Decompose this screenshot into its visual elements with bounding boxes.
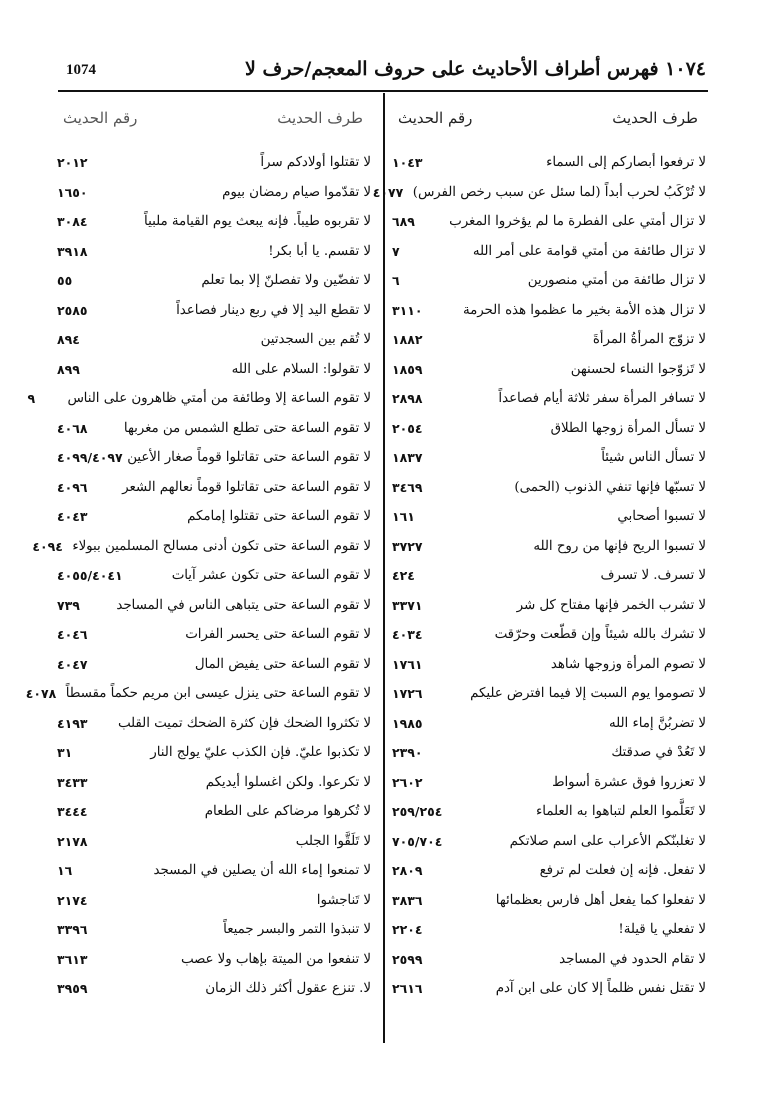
hadith-number: ١٩٨٥ — [392, 715, 423, 731]
hadith-entry — [388, 915, 706, 945]
hadith-number: ٤٠٧٧ — [372, 184, 404, 200]
hadith-entry — [53, 443, 371, 473]
hadith-text: لا تقوم الساعة حتى تكون عشر آيات — [171, 568, 371, 584]
hadith-text: لا تشرك بالله شيئاً وإن قطّعت وحرّقت — [494, 627, 706, 643]
left-column-header — [53, 100, 371, 136]
hadith-number: ٣١ — [57, 745, 73, 761]
hadith-entry — [388, 561, 706, 591]
hadith-entry — [27, 384, 371, 414]
hadith-number: ١٦١ — [392, 509, 415, 525]
hadith-number: ٣٣٧١ — [392, 597, 423, 613]
hadith-entry — [53, 237, 371, 267]
hadith-number: ٤٠٤٧ — [57, 656, 88, 672]
hadith-text: لا تقوم الساعة إلا وطائفة من أمتي ظاهرون على الناس — [67, 391, 371, 407]
hadith-text: لا تقسم. يا أبا بكر! — [268, 243, 371, 259]
hadith-number: ٤٠٩٦ — [57, 479, 88, 495]
hadith-number: ٢٦١٦ — [392, 981, 423, 997]
hadith-text: لا تقوم الساعة حتى يفيض المال — [194, 656, 371, 672]
hadith-number: ٣٦١٣ — [57, 951, 88, 967]
hadith-text: لا تفعلي يا قيلة! — [618, 922, 706, 938]
hadith-text: لا تُكرهوا مرضاكم على الطعام — [204, 804, 371, 820]
hadith-entry — [53, 856, 371, 886]
hadith-text: لا تزال طائفة من أمتي منصورين — [527, 273, 706, 289]
hadith-number: ٣٣٩٦ — [57, 922, 88, 938]
header-tarf: طرف الحديث — [277, 109, 363, 127]
hadith-text: لا تصوموا يوم السبت إلا فيما افترض عليكم — [470, 686, 706, 702]
hadith-number: ١٧٦١ — [392, 656, 423, 672]
hadith-text: لا تمنعوا إماء الله أن يصلين في المسجد — [153, 863, 371, 879]
hadith-number: ٣٤٣٣ — [57, 774, 88, 790]
hadith-text: لا تقوم الساعة حتى تقاتلوا قوماً نعالهم الشعر — [122, 479, 371, 495]
hadith-entry — [53, 974, 371, 1004]
hadith-number: ١٦٥٠ — [57, 184, 88, 200]
hadith-entry — [388, 650, 706, 680]
hadith-number: ٤١٩٣ — [57, 715, 88, 731]
hadith-entry — [388, 296, 706, 326]
hadith-entry — [53, 325, 371, 355]
hadith-text: لا تقتلوا أولادكم سراً — [260, 155, 371, 171]
hadith-number: ٢٦٠٢ — [392, 774, 423, 790]
hadith-entry — [388, 945, 706, 975]
hadith-text: لا تشرب الخمر فإنها مفتاح كل شر — [516, 597, 706, 613]
hadith-entry — [388, 237, 706, 267]
hadith-number: ٢٣٩٠ — [392, 745, 423, 761]
hadith-entry — [388, 856, 706, 886]
hadith-text: لا تقوم الساعة حتى تكون أدنى مسالح المسلمين ببولاء — [72, 538, 371, 554]
hadith-entry — [388, 148, 706, 178]
hadith-text: لا ترفعوا أبصاركم إلى السماء — [546, 155, 706, 171]
hadith-text: لا تَعَلَّموا العلم لتباهوا به العلماء — [536, 804, 706, 820]
hadith-text: لا تقوم الساعة حتى ينزل عيسى ابن مريم حكماً مقسطاً — [65, 686, 371, 702]
hadith-number: ٣٠٨٤ — [57, 214, 88, 230]
hadith-text: لا تَناجشوا — [316, 892, 371, 908]
right-column — [372, 100, 706, 1004]
hadith-number: ٤٠٤٣ — [57, 509, 88, 525]
hadith-number: ٣٤٦٩ — [392, 479, 423, 495]
column-divider — [383, 93, 385, 1043]
hadith-entry — [53, 827, 371, 857]
hadith-entry — [53, 768, 371, 798]
hadith-number: ٣٧٢٧ — [392, 538, 423, 554]
hadith-entry — [388, 443, 706, 473]
hadith-text: لا تَعُدْ في صدقتك — [611, 745, 706, 761]
hadith-text: لا تسأل المرأة زوجها الطلاق — [550, 420, 706, 436]
hadith-entry — [388, 768, 706, 798]
hadith-number: ٣١١٠ — [392, 302, 423, 318]
hadith-entry — [388, 207, 706, 237]
hadith-text: لا تفعلوا كما يفعل أهل فارس بعظمائها — [495, 892, 706, 908]
hadith-entry — [388, 414, 706, 444]
hadith-number: ٣٨٣٦ — [392, 892, 423, 908]
hadith-entry — [388, 679, 706, 709]
hadith-number: ٦ — [392, 273, 400, 289]
hadith-number: ٢٥٨٥ — [57, 302, 88, 318]
hadith-entry — [388, 502, 706, 532]
hadith-entry — [388, 355, 706, 385]
page-number: 1074 — [66, 62, 96, 78]
header-rule — [58, 90, 708, 92]
hadith-text: لا تكرعوا. ولكن اغسلوا أيديكم — [205, 774, 371, 790]
hadith-text: لا تصوم المرأة وزوجها شاهد — [550, 656, 706, 672]
hadith-text: لا تكثروا الضحك فإن كثرة الضحك تميت القلب — [117, 715, 371, 731]
hadith-number: ٢١٧٨ — [57, 833, 88, 849]
hadith-entry — [388, 266, 706, 296]
hadith-entry — [53, 355, 371, 385]
hadith-entry — [388, 738, 706, 768]
hadith-text: لا تغلبنّكم الأعراب على اسم صلاتكم — [509, 833, 706, 849]
hadith-number: ٢٥٩٩ — [392, 951, 423, 967]
hadith-entry — [53, 207, 371, 237]
hadith-entry — [53, 738, 371, 768]
hadith-number: ٢٨٩٨ — [392, 391, 423, 407]
hadith-entry — [53, 886, 371, 916]
hadith-entry — [53, 945, 371, 975]
hadith-number: ٤٠٣٤ — [392, 627, 423, 643]
hadith-entry — [53, 473, 371, 503]
hadith-entry — [32, 532, 371, 562]
hadith-number: ٧٣٩ — [57, 597, 80, 613]
hadith-number: ٧٠٥/٧٠٤ — [392, 833, 443, 849]
hadith-entry — [53, 591, 371, 621]
hadith-text: لا تقوم الساعة حتى تقاتلوا قوماً صغار الأعين — [127, 450, 371, 466]
hadith-entry — [388, 325, 706, 355]
hadith-number: ٩ — [27, 391, 36, 407]
hadith-text: لا تسافر المرأة سفر ثلاثة أيام فصاعداً — [498, 391, 706, 407]
hadith-number: ٤٠٧٨ — [25, 686, 57, 702]
hadith-entry — [53, 296, 371, 326]
hadith-text: لا تقوم الساعة حتى يتباهى الناس في المساجد — [116, 597, 371, 613]
hadith-text: لا. تنزع عقول أكثر ذلك الزمان — [205, 981, 371, 997]
right-entries — [372, 148, 706, 1004]
hadith-number: ٤٠٩٤ — [32, 538, 63, 554]
hadith-text: لا تنفعوا من الميتة بإهاب ولا عصب — [180, 951, 371, 967]
hadith-number: ١٠٤٣ — [392, 155, 423, 171]
hadith-entry — [388, 384, 706, 414]
hadith-text: لا تقوم الساعة حتى يحسر الفرات — [185, 627, 371, 643]
hadith-text: لا تقربوه طيباً. فإنه يبعث يوم القيامة ملبياً — [144, 214, 371, 230]
hadith-number: ٢٢٠٤ — [392, 922, 423, 938]
hadith-text: لا تُرْكَبُ لحرب أبداً (لما سئل عن سبب رخص الفرس) — [412, 184, 706, 200]
hadith-text: لا تقولوا: السلام على الله — [231, 361, 371, 377]
hadith-entry — [53, 620, 371, 650]
hadith-text: لا تسبوا أصحابي — [617, 509, 706, 525]
hadith-entry — [53, 414, 371, 444]
hadith-number: ٢٨٠٩ — [392, 863, 423, 879]
hadith-entry — [388, 473, 706, 503]
hadith-number: ٨٩٤ — [57, 332, 80, 348]
hadith-entry — [53, 502, 371, 532]
hadith-number: ٣٩٥٩ — [57, 981, 88, 997]
hadith-text: لا تزال أمتي على الفطرة ما لم يؤخروا المغرب — [449, 214, 706, 230]
hadith-number: ٤٠٤٦ — [57, 627, 88, 643]
hadith-entry — [53, 148, 371, 178]
hadith-entry — [25, 679, 371, 709]
hadith-entry — [53, 709, 371, 739]
running-title: ١٠٧٤ فهرس أطراف الأحاديث على حروف المعجم/حرف لا — [245, 58, 706, 80]
hadith-text: لا تزوّج المرأةُ المرأةَ — [592, 332, 706, 348]
hadith-number: ٤٢٤ — [392, 568, 415, 584]
hadith-text: لا تعزروا فوق عشرة أسواط — [552, 774, 706, 790]
hadith-text: لا تقوم الساعة حتى تقتلوا إمامكم — [187, 509, 371, 525]
hadith-number: ٥٥ — [57, 273, 73, 289]
hadith-number: ٧ — [392, 243, 400, 259]
hadith-entry — [388, 620, 706, 650]
hadith-number: ١٧٢٦ — [392, 686, 423, 702]
hadith-text: لا تنبذوا التمر والبسر جميعاً — [223, 922, 371, 938]
hadith-entry — [372, 178, 706, 208]
hadith-entry — [388, 974, 706, 1004]
left-entries — [25, 148, 371, 1004]
hadith-text: لا تزال طائفة من أمتي قوامة على أمر الله — [472, 243, 706, 259]
hadith-text: لا تزال هذه الأمة بخير ما عظموا هذه الحرمة — [462, 302, 706, 318]
hadith-number: ٦٨٩ — [392, 214, 415, 230]
hadith-text: لا تفضّين ولا تفصلنّ إلا بما تعلم — [201, 273, 371, 289]
hadith-number: ١٨٣٧ — [392, 450, 423, 466]
hadith-entry — [388, 532, 706, 562]
hadith-text: لا تفعل. فإنه إن فعلت لم ترفع — [539, 863, 706, 879]
hadith-number: ١٨٥٩ — [392, 361, 423, 377]
hadith-number: ١٨٨٢ — [392, 332, 423, 348]
header-raqm: رقم الحديث — [398, 109, 473, 127]
hadith-text: لا تَزوّجوا النساء لحسنهن — [570, 361, 706, 377]
hadith-entry — [53, 650, 371, 680]
hadith-entry — [53, 178, 371, 208]
hadith-number: ٢١٧٤ — [57, 892, 88, 908]
hadith-number: ٢٥٩/٢٥٤ — [392, 804, 443, 820]
header-tarf: طرف الحديث — [612, 109, 698, 127]
hadith-text: لا تضربُنَّ إماء الله — [608, 715, 706, 731]
hadith-text: لا تقام الحدود في المساجد — [559, 951, 706, 967]
hadith-text: لا تسبوا الريح فإنها من روح الله — [533, 538, 706, 554]
hadith-text: لا تُقم بين السجدتين — [260, 332, 371, 348]
hadith-text: لا تقطع اليد إلا في ربع دينار فصاعداً — [176, 302, 371, 318]
hadith-text: لا تقوم الساعة حتى تطلع الشمس من مغربها — [123, 420, 371, 436]
hadith-text: لا تقدّموا صيام رمضان بيوم — [222, 184, 371, 200]
hadith-entry — [388, 886, 706, 916]
hadith-entry — [388, 827, 706, 857]
hadith-number: ٤٠٥٥/٤٠٤١ — [57, 568, 123, 584]
hadith-number: ٣٩١٨ — [57, 243, 88, 259]
left-column — [25, 100, 371, 1004]
hadith-entry — [53, 266, 371, 296]
hadith-number: ٤٠٦٨ — [57, 420, 88, 436]
hadith-entry — [53, 915, 371, 945]
hadith-number: ١٦ — [57, 863, 73, 879]
hadith-text: لا تقتل نفس ظلماً إلا كان على ابن آدم — [495, 981, 706, 997]
hadith-text: لا تسرف. لا تسرف — [600, 568, 706, 584]
hadith-entry — [388, 591, 706, 621]
hadith-entry — [388, 797, 706, 827]
right-column-header — [388, 100, 706, 136]
hadith-number: ٢٠١٢ — [57, 155, 88, 171]
hadith-text: لا تكذبوا عليّ. فإن الكذب عليّ يولج النار — [150, 745, 371, 761]
hadith-number: ٣٤٤٤ — [57, 804, 88, 820]
hadith-text: لا تَلَقَّوا الجلب — [295, 833, 371, 849]
hadith-entry — [388, 709, 706, 739]
hadith-number: ٨٩٩ — [57, 361, 80, 377]
hadith-number: ٤٠٩٩/٤٠٩٧ — [57, 450, 123, 466]
hadith-entry — [53, 561, 371, 591]
hadith-text: لا تسأل الناس شيئاً — [601, 450, 706, 466]
header-raqm: رقم الحديث — [63, 109, 138, 127]
hadith-number: ٢٠٥٤ — [392, 420, 423, 436]
hadith-text: لا تسبّها فإنها تنفي الذنوب (الحمى) — [514, 479, 706, 495]
hadith-entry — [53, 797, 371, 827]
